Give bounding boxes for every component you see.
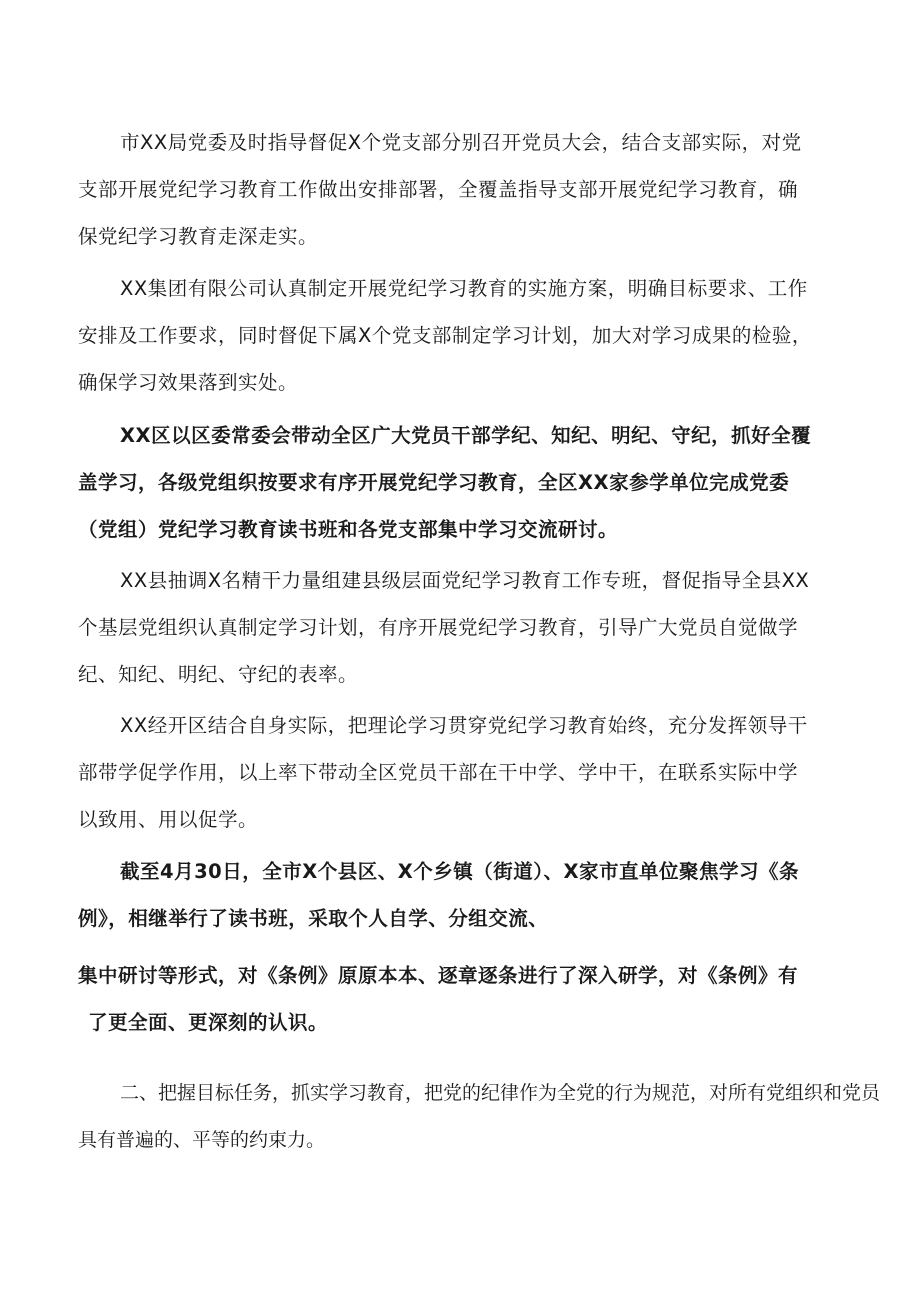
- paragraph-line: 确保学习效果落到实处。: [78, 371, 299, 394]
- paragraph-line: （党组）党纪学习教育读书班和各党支部集中学习交流研讨。: [78, 518, 619, 541]
- paragraph-line: 纪、知纪、明纪、守纪的表率。: [78, 663, 359, 686]
- paragraph-line: 二、把握目标任务，抓实学习教育，把党的纪律作为全党的行为规范，对所有党组织和党员: [120, 1083, 881, 1104]
- paragraph-line: 部带学促学作用，以上率下带动全区党员干部在干中学、学中干，在联系实际中学: [78, 761, 799, 784]
- paragraph-2: [78, 265, 858, 406]
- paragraph-line: 例》，相继举行了读书班，采取个人自学、分组交流、: [78, 907, 549, 930]
- paragraph-6: [78, 848, 858, 942]
- paragraph-line: 集中研讨等形式，对《条例》原原本本、逐章逐条进行了深入研学，对《条例》有: [78, 964, 799, 987]
- paragraph-line: 市XX局党委及时指导督促X个党支部分别召开党员大会，结合支部实际，对党: [120, 131, 802, 154]
- paragraph-3: [78, 412, 858, 553]
- paragraph-line: 个基层党组织认真制定学习计划，有序开展党纪学习教育，引导广大党员自觉做学: [78, 616, 799, 639]
- paragraph-1: [78, 119, 858, 260]
- paragraph-line: 以致用、用以促学。: [78, 808, 259, 831]
- paragraph-line: XX县抽调X名精干力量组建县级层面党纪学习教育工作专班，督促指导全县XX: [120, 569, 810, 592]
- paragraph-line: XX集团有限公司认真制定开展党纪学习教育的实施方案，明确目标要求、工作: [120, 277, 808, 300]
- paragraph-5: [78, 702, 858, 843]
- paragraph-7: [78, 952, 858, 1046]
- paragraph-line: 截至4月30日，全市X个县区、X个乡镇（街道）、X家市直单位聚焦学习《条: [120, 860, 800, 883]
- paragraph-8: [78, 1070, 881, 1164]
- paragraph-line: XX区以区委常委会带动全区广大党员干部学纪、知纪、明纪、守纪，抓好全覆: [120, 424, 812, 447]
- paragraph-line: 保党纪学习教育走深走实。: [78, 225, 319, 248]
- paragraph-line: XX经开区结合自身实际，把理论学习贯穿党纪学习教育始终，充分发挥领导干: [120, 714, 808, 737]
- paragraph-line: 了更全面、更深刻的认识。: [88, 1011, 329, 1034]
- paragraph-line: 安排及工作要求，同时督促下属X个党支部制定学习计划，加大对学习成果的检验，: [78, 324, 812, 347]
- paragraph-4: [78, 557, 858, 698]
- paragraph-line: 盖学习，各级党组织按要求有序开展党纪学习教育，全区XX家参学单位完成党委: [78, 471, 790, 494]
- paragraph-line: 支部开展党纪学习教育工作做出安排部署，全覆盖指导支部开展党纪学习教育，确: [78, 178, 799, 201]
- paragraph-line: 具有普遍的、平等的约束力。: [78, 1130, 326, 1151]
